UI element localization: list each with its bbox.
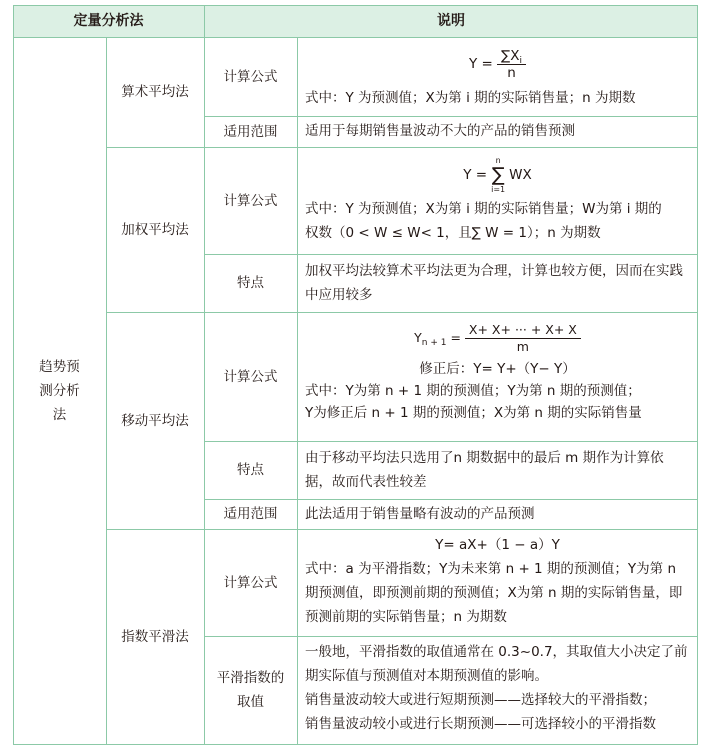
moving-scope: 此法适用于销售量略有波动的产品预测 — [305, 506, 535, 522]
moving-corrected-formula: 修正后：Y= Y+（Y− Y） — [419, 361, 576, 377]
moving-formula-cell — [297, 312, 698, 441]
label-calc-formula: 计算公式 — [223, 68, 278, 85]
label-scope: 适用范围 — [223, 123, 278, 140]
category-trend-forecast: 趋势预测分析法 — [39, 359, 80, 423]
label-feature: 特点 — [237, 462, 264, 478]
method-moving-average: 移动平均法 — [121, 412, 189, 429]
moving-formula-desc-1: 式中：Y为第 n + 1 期的预测值；Y为第 n 期的预测值； — [305, 383, 641, 399]
label-scope: 适用范围 — [223, 506, 278, 522]
weighted-formula-desc-1: 式中：Y 为预测值；X为第 i 期的实际销售量；W为第 i 期的 — [305, 201, 662, 217]
moving-formula-desc-2: Y为修正后 n + 1 期的预测值；X为第 n 期的实际销售量 — [305, 405, 642, 421]
method-exponential-smoothing: 指数平滑法 — [121, 629, 189, 645]
weighted-formula-desc-2: 权数（0 < W ≤ W< 1，且∑ W = 1）；n 为期数 — [305, 225, 601, 241]
smooth-index-value-cell — [297, 636, 698, 744]
smooth-value-text-2: 销售量波动较大或进行短期预测——选择较大的平滑指数； — [305, 692, 656, 708]
label-smooth-index-value: 平滑指数的取值 — [216, 670, 285, 710]
arithmetic-formula: Y = $\frac{\sum X_i}{n}$ — [305, 42, 690, 86]
label-feature: 特点 — [237, 275, 264, 291]
weighted-feature: 加权平均法较算术平均法更为合理，计算也较方便，因而在实践中应用较多 — [305, 263, 683, 303]
label-calc-formula: 计算公式 — [223, 368, 278, 385]
arithmetic-formula-cell — [297, 37, 698, 116]
exponential-formula-cell — [297, 529, 698, 636]
arithmetic-scope: 适用于每期销售量波动不大的产品的销售预测 — [305, 123, 575, 139]
smooth-value-text-1: 一般地，平滑指数的取值通常在 0.3~0.7，其取值大小决定了前期实际值与预测值对本期预测值的影响。 — [305, 644, 688, 684]
header-method: 定量分析法 — [73, 13, 144, 29]
method-arithmetic-average: 算术平均法 — [121, 84, 189, 100]
label-calc-formula: 计算公式 — [223, 192, 278, 209]
method-weighted-average: 加权平均法 — [121, 221, 189, 238]
smooth-value-text-3: 销售量波动较小或进行长期预测——可选择较小的平滑指数 — [305, 716, 656, 732]
exponential-formula: Y= aX+（1 − a）Y — [435, 537, 560, 553]
moving-feature: 由于移动平均法只选用了n 期数据中的最后 m 期作为计算依据，故而代表性较差 — [305, 450, 664, 490]
label-calc-formula: 计算公式 — [223, 574, 278, 591]
weighted-formula: Y = n ∑ i=1 WX — [463, 155, 532, 194]
weighted-formula-cell — [297, 147, 698, 254]
header-description: 说明 — [437, 13, 465, 29]
exponential-formula-desc: 式中：a 为平滑指数；Y为未来第 n + 1 期的预测值；Y为第 n 期预测值，即预测前期的预测值；X为第 n 期的实际销售量，即预测前期的实际销售量；n 为期数 — [305, 561, 683, 625]
moving-formula: $Y_{n + 1}$ = $\frac{X+ X+ \cdot\cdot\cdot + X+ X}{m}$ — [305, 318, 690, 358]
arithmetic-formula-desc: 式中：Y 为预测值；X为第 i 期的实际销售量；n 为期数 — [305, 90, 636, 106]
